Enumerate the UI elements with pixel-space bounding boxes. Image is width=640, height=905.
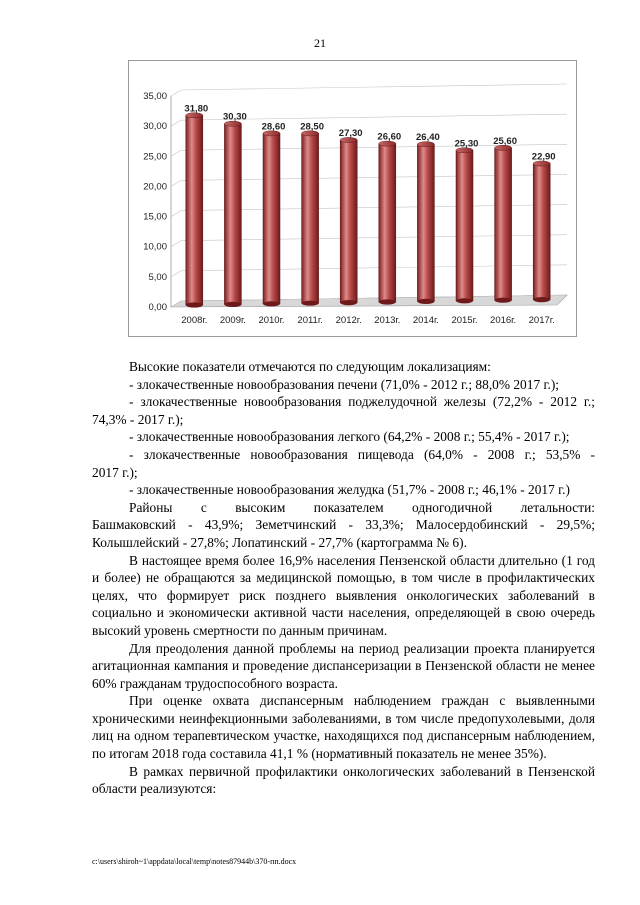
paragraph: В рамках первичной профилактики онкологических заболеваний в Пензенской области реализуются: xyxy=(92,763,595,797)
gridline-depth xyxy=(171,90,181,96)
x-tick-label: 2011г. xyxy=(297,315,323,326)
bar-base xyxy=(495,298,512,303)
y-tick-label: 30,00 xyxy=(143,121,167,133)
y-tick-label: 20,00 xyxy=(143,181,167,193)
list-item: - злокачественные новообразования поджелудочной железы (72,2% - 2012 г.; xyxy=(129,394,595,410)
bar-chart xyxy=(128,60,577,337)
data-label: 30,30 xyxy=(223,111,247,123)
list-item: - злокачественные новообразования пищевода (64,0% - 2008 г.; 53,5% - xyxy=(129,446,595,462)
bar-base xyxy=(302,301,319,306)
data-label: 25,30 xyxy=(454,138,479,150)
bar-base xyxy=(224,302,241,307)
list-item: - злокачественные новообразования печени (71,0% - 2012 г.; 88,0% 2017 г.); xyxy=(129,376,560,392)
bar xyxy=(533,164,550,300)
y-tick-label: 15,00 xyxy=(143,211,167,223)
bar-base xyxy=(417,299,434,304)
bar xyxy=(417,144,434,301)
text-line: Башмаковский - 43,9%; Земетчинский - 33,3%; Малосердобинский - 29,5%; xyxy=(92,517,595,533)
x-tick-label: 2013г. xyxy=(374,315,401,326)
bar-base xyxy=(186,302,203,307)
data-label: 31,80 xyxy=(184,103,209,115)
bar-base xyxy=(263,301,280,306)
x-tick-label: 2014г. xyxy=(412,315,439,326)
bar-base xyxy=(533,297,550,302)
x-tick-label: 2016г. xyxy=(490,315,517,326)
x-tick-label: 2010г. xyxy=(258,315,285,326)
x-tick-label: 2015г. xyxy=(451,315,478,326)
list-item-continuation: 74,3% - 2017 г.); xyxy=(92,411,184,427)
data-label: 28,60 xyxy=(261,121,286,133)
list-item-continuation: 2017 г.); xyxy=(92,464,138,480)
data-label: 26,60 xyxy=(377,131,402,143)
paragraph: При оценке охвата диспансерным наблюдением граждан с выявленными хроническими неинфекционными заболеваниями, в том числе предопухолевыми, доля лиц на одном терапевтическом участке, находящихся под диспансерным наблюдением, по итогам 2018 года составила 41,1 % (нормативный показатель не менее 35%). xyxy=(92,693,595,762)
x-tick-label: 2008г. xyxy=(181,315,208,326)
data-label: 22,90 xyxy=(531,151,556,163)
bar xyxy=(456,150,473,301)
footer-file-path: c:\users\shiroh~1\appdata\local\temp\notes87944b\370-пп.docx xyxy=(92,857,297,866)
text-line: Высокие показатели отмечаются по следующим локализациям: xyxy=(129,359,491,374)
list-item: - злокачественные новообразования желудка (51,7% - 2008 г.; 46,1% - 2017 г.) xyxy=(129,482,570,498)
bar xyxy=(186,115,203,305)
bar-base xyxy=(456,298,473,303)
body-text xyxy=(92,358,595,798)
y-tick-label: 10,00 xyxy=(143,241,167,253)
gridline-depth xyxy=(171,211,181,217)
paragraph: Для преодоления данной проблемы на период реализации проекта планируется агитационная кампания и проведение диспансеризации в Пензенской области не менее 60% гражданам трудоспособного возраста. xyxy=(92,640,595,691)
list-item: - злокачественные новообразования легкого (64,2% - 2008 г.; 55,4% - 2017 г.); xyxy=(129,429,570,445)
bar xyxy=(340,140,357,303)
gridline-depth xyxy=(171,241,181,247)
x-tick-label: 2012г. xyxy=(335,315,362,326)
x-tick-label: 2017г. xyxy=(528,315,555,326)
bar xyxy=(495,148,512,300)
data-label: 27,30 xyxy=(338,128,363,140)
paragraph: В настоящее время более 16,9% населения Пензенской области длительно (1 год и более) не обращаются за медицинской помощью, в том числе в профилактических целях, что формирует риск позднего выявления онкологических заболеваний в социально и экономически активной части населения, определяющей в свою очередь высокий уровень смертности по данным причинам. xyxy=(92,552,595,638)
y-tick-label: 25,00 xyxy=(143,151,167,163)
bar-base xyxy=(340,300,357,305)
bar-chart-svg xyxy=(129,61,578,338)
bar xyxy=(302,133,319,303)
y-tick-label: 5,00 xyxy=(148,271,167,283)
bar xyxy=(224,124,241,305)
gridline-depth xyxy=(171,180,181,186)
data-label: 25,60 xyxy=(493,135,517,147)
gridline-depth xyxy=(171,271,181,277)
data-label: 28,50 xyxy=(300,121,324,133)
gridline-depth xyxy=(171,150,181,156)
text-line: Колышлейский - 27,8%; Лопатинский - 27,7% (картограмма № 6). xyxy=(92,534,467,550)
y-tick-label: 0,00 xyxy=(148,302,167,313)
bar xyxy=(263,133,280,303)
page-number: 21 xyxy=(314,36,326,50)
bar-base xyxy=(379,299,396,304)
text-line: Районы с высоким показателем одногодичной летальности: xyxy=(129,499,595,515)
y-tick-label: 35,00 xyxy=(143,91,167,102)
gridline-depth xyxy=(171,120,181,126)
data-label: 26,40 xyxy=(416,132,440,144)
x-tick-label: 2009г. xyxy=(219,315,246,326)
bar xyxy=(379,144,396,302)
